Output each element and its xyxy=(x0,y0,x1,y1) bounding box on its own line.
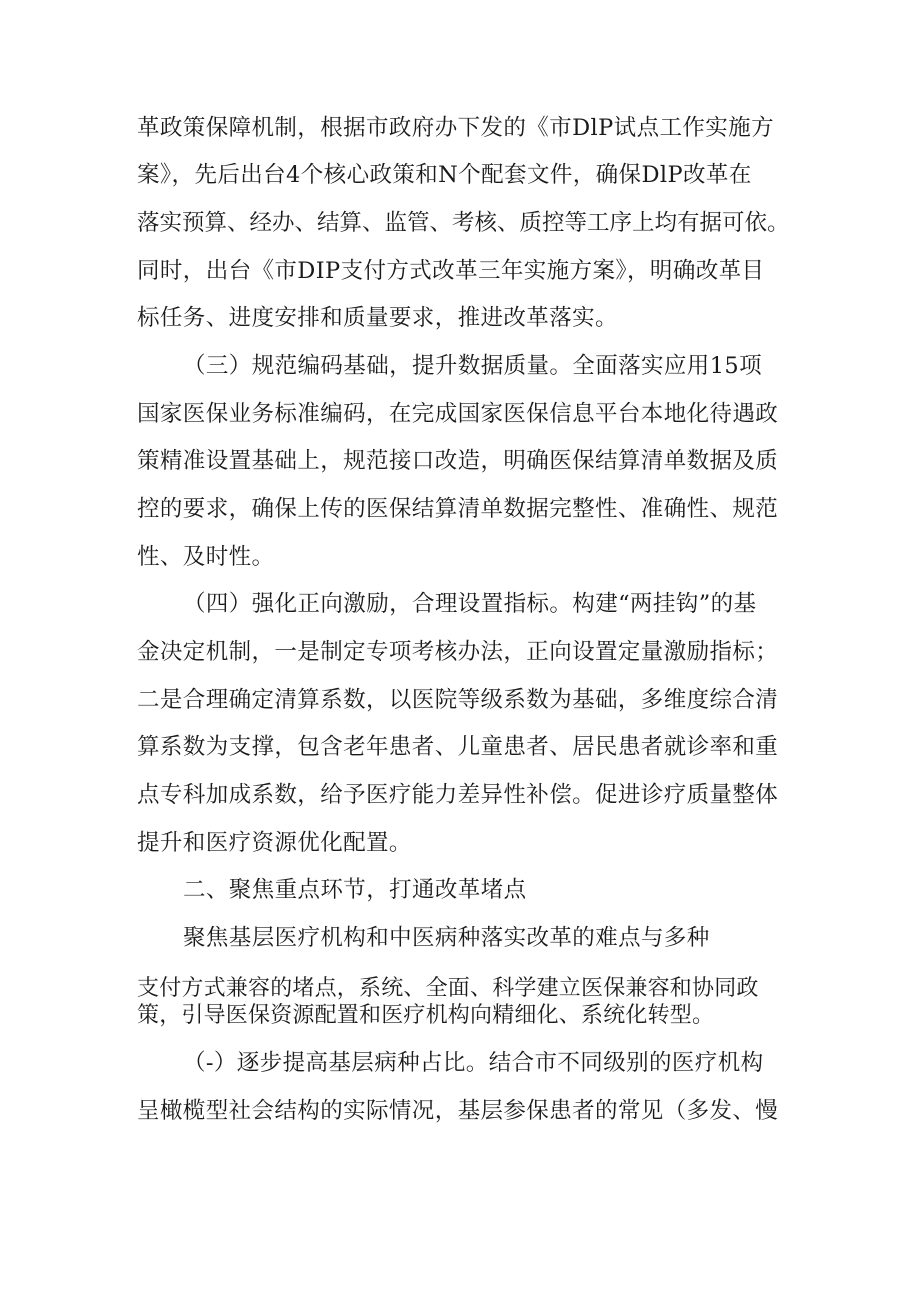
text-line-3: 落实预算、经办、结算、监管、考核、质控等工序上均有据可依。 xyxy=(137,210,790,236)
text-line-15: 点专科加成系数，给予医疗能力差异性补偿。促进诊疗质量整体 xyxy=(137,782,779,808)
text-line-8: 策精准设置基础上，规范接口改造，明确医保结算清单数据及质 xyxy=(137,448,779,474)
text-line-1: 革政策保障机制，根据市政府办下发的《市DlP试点工作实施方 xyxy=(137,115,774,141)
section-one-heading: （-）逐步提高基层病种占比。结合市不同级别的医疗机构 xyxy=(183,1050,764,1076)
text-line-18: 聚焦基层医疗机构和中医病种落实改革的难点与多种 xyxy=(183,925,710,951)
text-line-20: 策，引导医保资源配置和医疗机构向精细化、系统化转型。 xyxy=(137,1003,715,1028)
text-line-10: 性、及时性。 xyxy=(137,544,275,570)
section-three-heading: （三）规范编码基础，提升数据质量。全面落实应用15项 xyxy=(183,353,763,379)
text-line-12: 金决定机制，一是制定专项考核办法，正向设置定量激励指标； xyxy=(137,639,779,665)
text-line-2: 案》，先后出台4个核心政策和N个配套文件，确保DlP改革在 xyxy=(137,162,752,188)
text-line-5: 标任务、进度安排和质量要求，推进改革落实。 xyxy=(137,305,618,331)
text-line-14: 算系数为支撑，包含老年患者、儿童患者、居民患者就诊率和重 xyxy=(137,734,779,760)
text-line-22: 呈橄榄型社会结构的实际情况，基层参保患者的常见（多发、慢 xyxy=(137,1098,779,1124)
text-line-13: 二是合理确定清算系数，以医院等级系数为基础，多维度综合清 xyxy=(137,687,779,713)
text-line-16: 提升和医疗资源优化配置。 xyxy=(137,830,412,856)
text-line-7: 国家医保业务标准编码，在完成国家医保信息平台本地化待遇政 xyxy=(137,401,779,427)
section-four-heading: （四）强化正向激励，合理设置指标。构建“两挂钩”的基 xyxy=(183,591,757,617)
text-line-4: 同时，出台《市DIP支付方式改革三年实施方案》，明确改革目 xyxy=(137,258,765,284)
text-line-9: 控的要求，确保上传的医保结算清单数据完整性、准确性、规范 xyxy=(137,496,779,522)
text-line-19: 支付方式兼容的堵点，系统、全面、科学建立医保兼容和协同政 xyxy=(137,976,759,1001)
chapter-two-heading: 二、聚焦重点环节，打通改革堵点 xyxy=(183,877,527,903)
